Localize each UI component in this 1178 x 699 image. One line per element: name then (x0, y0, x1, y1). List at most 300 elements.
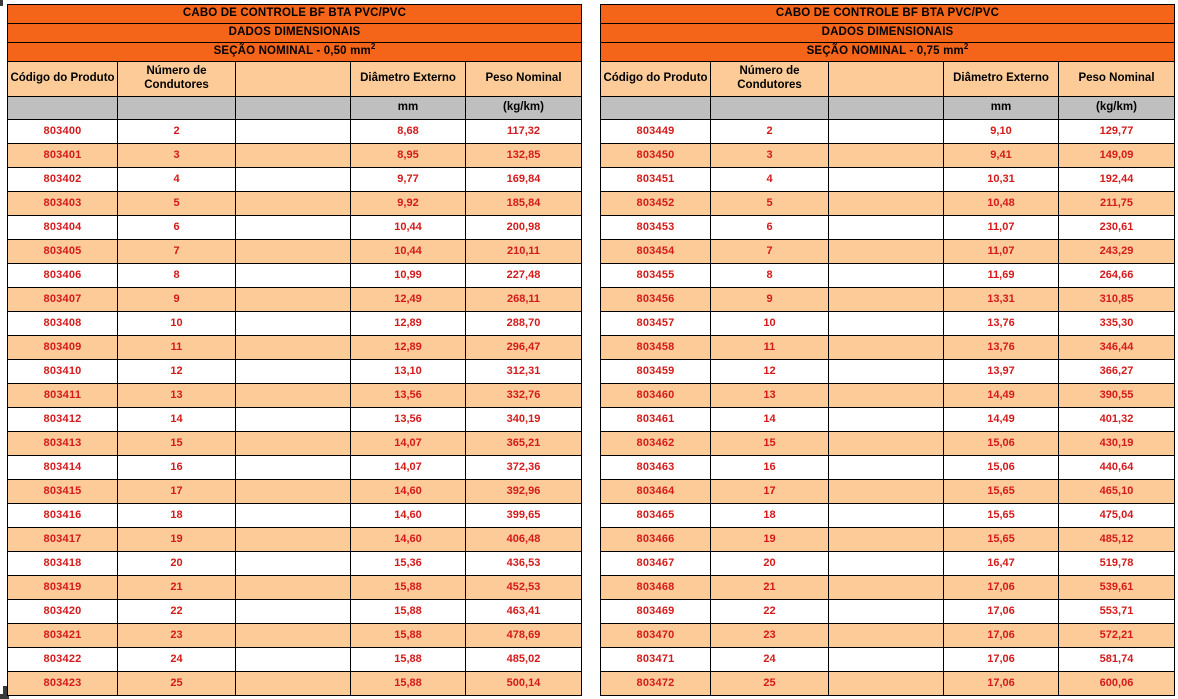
cell-nominal-weight: 192,44 (1059, 168, 1175, 192)
cell-outer-diameter: 14,60 (351, 480, 466, 504)
table-row (8, 360, 582, 384)
cell-outer-diameter: 15,65 (944, 480, 1059, 504)
cell-nominal-weight: 399,65 (466, 504, 582, 528)
cell-product-code: 803470 (601, 624, 711, 648)
cell-product-code: 803415 (8, 480, 118, 504)
cell-blank (236, 672, 351, 696)
table-row (8, 288, 582, 312)
cell-outer-diameter: 14,49 (944, 408, 1059, 432)
table-row (601, 480, 1175, 504)
cell-blank (236, 600, 351, 624)
cell-outer-diameter: 12,49 (351, 288, 466, 312)
cell-outer-diameter: 17,06 (944, 576, 1059, 600)
cell-outer-diameter: 9,41 (944, 144, 1059, 168)
cell-nominal-weight: 406,48 (466, 528, 582, 552)
table-row (601, 168, 1175, 192)
cell-outer-diameter: 13,56 (351, 384, 466, 408)
table-row (601, 240, 1175, 264)
cell-blank (236, 504, 351, 528)
cell-product-code: 803460 (601, 384, 711, 408)
cell-blank (829, 144, 944, 168)
cell-blank (829, 360, 944, 384)
unit-weight: (kg/km) (1059, 97, 1175, 120)
cell-nominal-weight: 340,19 (466, 408, 582, 432)
table-subtitle: DADOS DIMENSIONAIS (601, 24, 1175, 43)
cell-product-code: 803462 (601, 432, 711, 456)
cell-outer-diameter: 15,88 (351, 672, 466, 696)
cell-blank (829, 216, 944, 240)
cell-product-code: 803402 (8, 168, 118, 192)
table-container-right (600, 4, 1174, 696)
cell-product-code: 803404 (8, 216, 118, 240)
cell-conductor-count: 12 (711, 360, 829, 384)
column-header-conductors-line2: Condutores (144, 79, 209, 91)
cell-nominal-weight: 310,85 (1059, 288, 1175, 312)
cell-product-code: 803416 (8, 504, 118, 528)
cell-blank (236, 192, 351, 216)
cell-blank (829, 456, 944, 480)
cell-product-code: 803400 (8, 120, 118, 144)
table-row (601, 312, 1175, 336)
cell-blank (236, 144, 351, 168)
cell-product-code: 803414 (8, 456, 118, 480)
column-header-diameter: Diâmetro Externo (944, 62, 1059, 97)
unit-header-row (8, 97, 582, 120)
cell-outer-diameter: 13,10 (351, 360, 466, 384)
cell-nominal-weight: 390,55 (1059, 384, 1175, 408)
cell-blank (236, 216, 351, 240)
cell-product-code: 803459 (601, 360, 711, 384)
cell-product-code: 803461 (601, 408, 711, 432)
cell-product-code: 803467 (601, 552, 711, 576)
unit-diameter: mm (944, 97, 1059, 120)
cell-nominal-weight: 392,96 (466, 480, 582, 504)
cell-outer-diameter: 15,88 (351, 624, 466, 648)
table-row (8, 528, 582, 552)
cell-outer-diameter: 15,06 (944, 432, 1059, 456)
cell-blank (236, 528, 351, 552)
cell-outer-diameter: 13,56 (351, 408, 466, 432)
cell-outer-diameter: 10,44 (351, 240, 466, 264)
cell-blank (829, 600, 944, 624)
table-row (8, 408, 582, 432)
table-row (601, 624, 1175, 648)
table-row (601, 336, 1175, 360)
cell-outer-diameter: 10,48 (944, 192, 1059, 216)
column-header-blank (236, 62, 351, 97)
cell-nominal-weight: 553,71 (1059, 600, 1175, 624)
cell-blank (236, 336, 351, 360)
table-row (601, 408, 1175, 432)
table-section-label (601, 43, 1175, 62)
cell-outer-diameter: 11,07 (944, 216, 1059, 240)
cell-product-code: 803466 (601, 528, 711, 552)
table-row (601, 600, 1175, 624)
cell-nominal-weight: 227,48 (466, 264, 582, 288)
table-subtitle: DADOS DIMENSIONAIS (8, 24, 582, 43)
cable-spec-table-075 (600, 4, 1175, 696)
table-row (601, 288, 1175, 312)
cell-blank (829, 552, 944, 576)
unit-blank (236, 97, 351, 120)
cell-nominal-weight: 463,41 (466, 600, 582, 624)
cell-outer-diameter: 14,60 (351, 528, 466, 552)
table-row (8, 576, 582, 600)
cell-blank (236, 168, 351, 192)
cell-conductor-count: 2 (118, 120, 236, 144)
column-header-conductors-line1: Número de (146, 65, 207, 78)
unit-conductors (711, 97, 829, 120)
table-row (8, 600, 582, 624)
section-superscript: 2 (963, 42, 969, 52)
table-row (8, 168, 582, 192)
cell-nominal-weight: 129,77 (1059, 120, 1175, 144)
cell-nominal-weight: 200,98 (466, 216, 582, 240)
cell-blank (236, 456, 351, 480)
section-text: SEÇÃO NOMINAL - 0,75 mm (806, 45, 964, 58)
cell-blank (829, 240, 944, 264)
table-body-left (8, 5, 582, 696)
table-row (601, 504, 1175, 528)
cell-product-code: 803468 (601, 576, 711, 600)
cell-nominal-weight: 401,32 (1059, 408, 1175, 432)
cell-conductor-count: 20 (118, 552, 236, 576)
cell-outer-diameter: 17,06 (944, 648, 1059, 672)
cell-nominal-weight: 264,66 (1059, 264, 1175, 288)
column-header-row (601, 62, 1175, 97)
cell-product-code: 803419 (8, 576, 118, 600)
cell-product-code: 803407 (8, 288, 118, 312)
cell-outer-diameter: 13,31 (944, 288, 1059, 312)
column-header-conductors (118, 62, 236, 97)
cell-outer-diameter: 9,10 (944, 120, 1059, 144)
cell-blank (236, 360, 351, 384)
cell-nominal-weight: 332,76 (466, 384, 582, 408)
cell-conductor-count: 4 (118, 168, 236, 192)
cell-outer-diameter: 11,07 (944, 240, 1059, 264)
cell-nominal-weight: 430,19 (1059, 432, 1175, 456)
cell-nominal-weight: 149,09 (1059, 144, 1175, 168)
table-row (601, 120, 1175, 144)
table-row (601, 528, 1175, 552)
cell-blank (829, 288, 944, 312)
cell-nominal-weight: 500,14 (466, 672, 582, 696)
cell-nominal-weight: 478,69 (466, 624, 582, 648)
table-title: CABO DE CONTROLE BF BTA PVC/PVC (601, 5, 1175, 24)
cell-outer-diameter: 11,69 (944, 264, 1059, 288)
cell-outer-diameter: 15,88 (351, 576, 466, 600)
table-subtitle-row (8, 24, 582, 43)
cell-conductor-count: 19 (118, 528, 236, 552)
column-header-weight: Peso Nominal (466, 62, 582, 97)
column-header-code: Código do Produto (8, 62, 118, 97)
cell-blank (236, 408, 351, 432)
cell-outer-diameter: 14,07 (351, 432, 466, 456)
cell-outer-diameter: 10,31 (944, 168, 1059, 192)
cell-product-code: 803472 (601, 672, 711, 696)
cell-nominal-weight: 581,74 (1059, 648, 1175, 672)
table-row (8, 192, 582, 216)
unit-blank (829, 97, 944, 120)
cell-conductor-count: 7 (118, 240, 236, 264)
table-row (601, 456, 1175, 480)
cell-nominal-weight: 519,78 (1059, 552, 1175, 576)
cell-outer-diameter: 9,77 (351, 168, 466, 192)
cell-blank (236, 120, 351, 144)
cell-nominal-weight: 211,75 (1059, 192, 1175, 216)
cell-blank (829, 312, 944, 336)
cell-blank (829, 624, 944, 648)
table-row (8, 384, 582, 408)
cell-blank (829, 192, 944, 216)
cell-blank (236, 624, 351, 648)
cell-outer-diameter: 12,89 (351, 312, 466, 336)
cell-blank (236, 432, 351, 456)
table-row (8, 144, 582, 168)
cell-conductor-count: 8 (711, 264, 829, 288)
cell-nominal-weight: 572,21 (1059, 624, 1175, 648)
column-header-conductors-line1: Número de (739, 65, 800, 78)
sheet-edge-mark-top (0, 0, 3, 6)
cell-product-code: 803456 (601, 288, 711, 312)
cell-outer-diameter: 8,95 (351, 144, 466, 168)
cell-blank (829, 168, 944, 192)
unit-diameter: mm (351, 97, 466, 120)
cell-blank (236, 240, 351, 264)
cell-conductor-count: 20 (711, 552, 829, 576)
cell-blank (829, 384, 944, 408)
table-title-row (8, 5, 582, 24)
table-row (8, 672, 582, 696)
cell-outer-diameter: 13,76 (944, 336, 1059, 360)
table-row (601, 192, 1175, 216)
cell-nominal-weight: 465,10 (1059, 480, 1175, 504)
cell-conductor-count: 14 (711, 408, 829, 432)
table-row (8, 480, 582, 504)
table-row (8, 648, 582, 672)
section-text: SEÇÃO NOMINAL - 0,50 mm (213, 45, 371, 58)
cell-conductor-count: 25 (711, 672, 829, 696)
cell-nominal-weight: 185,84 (466, 192, 582, 216)
cell-product-code: 803412 (8, 408, 118, 432)
table-row (8, 552, 582, 576)
column-header-row (8, 62, 582, 97)
column-header-weight: Peso Nominal (1059, 62, 1175, 97)
cell-nominal-weight: 452,53 (466, 576, 582, 600)
cell-nominal-weight: 372,36 (466, 456, 582, 480)
cell-conductor-count: 9 (118, 288, 236, 312)
cell-blank (829, 408, 944, 432)
table-row (601, 552, 1175, 576)
cell-blank (236, 576, 351, 600)
cell-product-code: 803421 (8, 624, 118, 648)
cell-conductor-count: 19 (711, 528, 829, 552)
cell-product-code: 803408 (8, 312, 118, 336)
table-body-right (601, 5, 1175, 696)
column-header-diameter: Diâmetro Externo (351, 62, 466, 97)
cell-outer-diameter: 12,89 (351, 336, 466, 360)
cell-product-code: 803450 (601, 144, 711, 168)
cell-product-code: 803411 (8, 384, 118, 408)
unit-header-row (601, 97, 1175, 120)
cell-conductor-count: 11 (118, 336, 236, 360)
table-row (8, 432, 582, 456)
cell-conductor-count: 13 (711, 384, 829, 408)
cell-conductor-count: 16 (711, 456, 829, 480)
cell-product-code: 803401 (8, 144, 118, 168)
table-section-row (8, 43, 582, 62)
cell-outer-diameter: 17,06 (944, 600, 1059, 624)
table-row (8, 120, 582, 144)
table-section-row (601, 43, 1175, 62)
cable-spec-table-050 (7, 4, 582, 696)
cell-conductor-count: 14 (118, 408, 236, 432)
cell-product-code: 803405 (8, 240, 118, 264)
cell-conductor-count: 18 (118, 504, 236, 528)
table-container-left (7, 4, 581, 696)
cell-nominal-weight: 335,30 (1059, 312, 1175, 336)
cell-blank (829, 504, 944, 528)
cell-conductor-count: 11 (711, 336, 829, 360)
table-row (8, 240, 582, 264)
cell-product-code: 803420 (8, 600, 118, 624)
cell-product-code: 803409 (8, 336, 118, 360)
cell-blank (829, 336, 944, 360)
unit-code (601, 97, 711, 120)
table-row (601, 384, 1175, 408)
table-row (8, 456, 582, 480)
cell-blank (829, 264, 944, 288)
cell-outer-diameter: 15,65 (944, 504, 1059, 528)
cell-blank (236, 552, 351, 576)
cell-outer-diameter: 10,44 (351, 216, 466, 240)
cell-blank (236, 384, 351, 408)
table-row (8, 312, 582, 336)
cell-outer-diameter: 16,47 (944, 552, 1059, 576)
cell-outer-diameter: 9,92 (351, 192, 466, 216)
table-row (8, 216, 582, 240)
unit-conductors (118, 97, 236, 120)
cell-conductor-count: 17 (711, 480, 829, 504)
cell-blank (829, 576, 944, 600)
cell-product-code: 803464 (601, 480, 711, 504)
cell-conductor-count: 18 (711, 504, 829, 528)
cell-nominal-weight: 169,84 (466, 168, 582, 192)
table-row (8, 336, 582, 360)
cell-conductor-count: 9 (711, 288, 829, 312)
cell-product-code: 803453 (601, 216, 711, 240)
cell-product-code: 803471 (601, 648, 711, 672)
cell-conductor-count: 3 (118, 144, 236, 168)
cell-conductor-count: 3 (711, 144, 829, 168)
cell-blank (829, 432, 944, 456)
cell-product-code: 803406 (8, 264, 118, 288)
cell-conductor-count: 21 (118, 576, 236, 600)
cell-outer-diameter: 15,06 (944, 456, 1059, 480)
cell-conductor-count: 24 (118, 648, 236, 672)
table-row (601, 144, 1175, 168)
cell-product-code: 803457 (601, 312, 711, 336)
cell-product-code: 803465 (601, 504, 711, 528)
cell-nominal-weight: 539,61 (1059, 576, 1175, 600)
cell-blank (236, 312, 351, 336)
table-title-row (601, 5, 1175, 24)
cell-product-code: 803410 (8, 360, 118, 384)
table-row (601, 648, 1175, 672)
cell-conductor-count: 21 (711, 576, 829, 600)
cell-outer-diameter: 15,88 (351, 648, 466, 672)
cell-outer-diameter: 8,68 (351, 120, 466, 144)
table-subtitle-row (601, 24, 1175, 43)
cell-product-code: 803469 (601, 600, 711, 624)
cell-outer-diameter: 10,99 (351, 264, 466, 288)
cell-conductor-count: 10 (711, 312, 829, 336)
table-row (8, 624, 582, 648)
cell-nominal-weight: 132,85 (466, 144, 582, 168)
cell-nominal-weight: 365,21 (466, 432, 582, 456)
cell-product-code: 803413 (8, 432, 118, 456)
cell-conductor-count: 6 (118, 216, 236, 240)
cell-blank (829, 528, 944, 552)
cell-product-code: 803417 (8, 528, 118, 552)
cell-product-code: 803454 (601, 240, 711, 264)
cell-product-code: 803451 (601, 168, 711, 192)
unit-code (8, 97, 118, 120)
column-header-blank (829, 62, 944, 97)
table-row (601, 432, 1175, 456)
cell-blank (829, 648, 944, 672)
cell-outer-diameter: 15,88 (351, 600, 466, 624)
cell-conductor-count: 17 (118, 480, 236, 504)
cell-outer-diameter: 15,65 (944, 528, 1059, 552)
cell-blank (829, 672, 944, 696)
column-header-code: Código do Produto (601, 62, 711, 97)
cell-blank (236, 288, 351, 312)
table-section-label (8, 43, 582, 62)
cell-product-code: 803422 (8, 648, 118, 672)
cell-product-code: 803458 (601, 336, 711, 360)
cell-nominal-weight: 600,06 (1059, 672, 1175, 696)
cell-conductor-count: 12 (118, 360, 236, 384)
cell-blank (829, 480, 944, 504)
cell-outer-diameter: 13,97 (944, 360, 1059, 384)
table-title: CABO DE CONTROLE BF BTA PVC/PVC (8, 5, 582, 24)
cell-conductor-count: 2 (711, 120, 829, 144)
cell-outer-diameter: 14,60 (351, 504, 466, 528)
cell-conductor-count: 13 (118, 384, 236, 408)
cell-conductor-count: 24 (711, 648, 829, 672)
cell-nominal-weight: 440,64 (1059, 456, 1175, 480)
column-header-conductors (711, 62, 829, 97)
table-row (601, 672, 1175, 696)
cell-nominal-weight: 366,27 (1059, 360, 1175, 384)
cell-conductor-count: 23 (711, 624, 829, 648)
cell-outer-diameter: 17,06 (944, 624, 1059, 648)
cell-product-code: 803455 (601, 264, 711, 288)
cell-conductor-count: 6 (711, 216, 829, 240)
cell-conductor-count: 5 (118, 192, 236, 216)
cell-outer-diameter: 14,49 (944, 384, 1059, 408)
cell-blank (829, 120, 944, 144)
cell-nominal-weight: 312,31 (466, 360, 582, 384)
cell-nominal-weight: 296,47 (466, 336, 582, 360)
cell-blank (236, 264, 351, 288)
cell-outer-diameter: 13,76 (944, 312, 1059, 336)
cell-nominal-weight: 268,11 (466, 288, 582, 312)
cell-nominal-weight: 346,44 (1059, 336, 1175, 360)
table-row (601, 216, 1175, 240)
cell-blank (236, 480, 351, 504)
